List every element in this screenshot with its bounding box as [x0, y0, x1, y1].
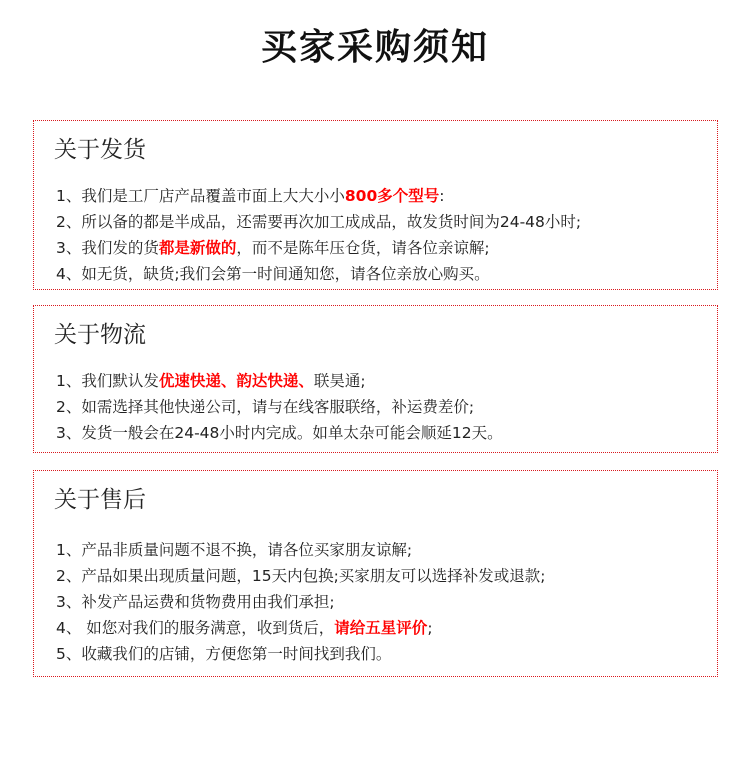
- item-text: ;: [427, 619, 433, 637]
- logistics-list: [56, 368, 503, 446]
- list-item: [56, 235, 581, 261]
- item-text: 2、如需选择其他快递公司，请与在线客服联络，补运费差价;: [56, 398, 475, 416]
- item-text: 2、产品如果出现质量问题，15天内包换;买家朋友可以选择补发或退款;: [56, 567, 546, 585]
- item-text: 4、如无货，缺货;我们会第一时间通知您，请各位亲放心购买。: [56, 265, 490, 283]
- list-item: [56, 183, 581, 209]
- item-text: 3、我们发的货: [56, 239, 159, 257]
- page-title: 买家采购须知: [260, 27, 489, 68]
- list-item: [56, 641, 546, 667]
- shipping-section: [33, 120, 718, 290]
- item-text: 5、收藏我们的店铺，方便您第一时间找到我们。: [56, 645, 392, 663]
- shipping-list: [56, 183, 581, 287]
- section-heading: 关于物流: [54, 322, 146, 348]
- list-item: [56, 420, 503, 446]
- item-text: 联昊通;: [313, 372, 366, 390]
- item-text: 1、我们是工厂店产品覆盖市面上大大小小: [56, 187, 345, 205]
- highlight-text: 800多个型号: [344, 187, 440, 205]
- item-text: ，而不是陈年压仓货，请各位亲谅解;: [236, 239, 490, 257]
- item-text: :: [439, 187, 445, 205]
- after-sales-list: [56, 537, 546, 667]
- after-sales-section: [33, 470, 718, 677]
- highlight-text: 都是新做的: [158, 239, 237, 257]
- highlight-text: 请给五星评价: [334, 619, 428, 637]
- item-text: 2、所以备的都是半成品，还需要再次加工成成品，故发货时间为24-48小时;: [56, 213, 582, 231]
- list-item: [56, 209, 581, 235]
- item-text: 1、我们默认发: [56, 372, 159, 390]
- list-item: [56, 261, 581, 287]
- item-text: 4、 如您对我们的服务满意，收到货后，: [56, 619, 335, 637]
- list-item: [56, 394, 503, 420]
- highlight-text: 优速快递、韵达快递、: [158, 372, 314, 390]
- list-item: [56, 368, 503, 394]
- list-item: [56, 563, 546, 589]
- list-item: [56, 537, 546, 563]
- item-text: 1、产品非质量问题不退不换，请各位买家朋友谅解;: [56, 541, 413, 559]
- item-text: 3、发货一般会在24-48小时内完成。如单太杂可能会顺延12天。: [56, 424, 503, 442]
- section-heading: 关于发货: [54, 137, 146, 163]
- logistics-section: [33, 305, 718, 453]
- item-text: 3、补发产品运费和货物费用由我们承担;: [56, 593, 335, 611]
- list-item: [56, 589, 546, 615]
- list-item: [56, 615, 546, 641]
- section-heading: 关于售后: [54, 487, 146, 513]
